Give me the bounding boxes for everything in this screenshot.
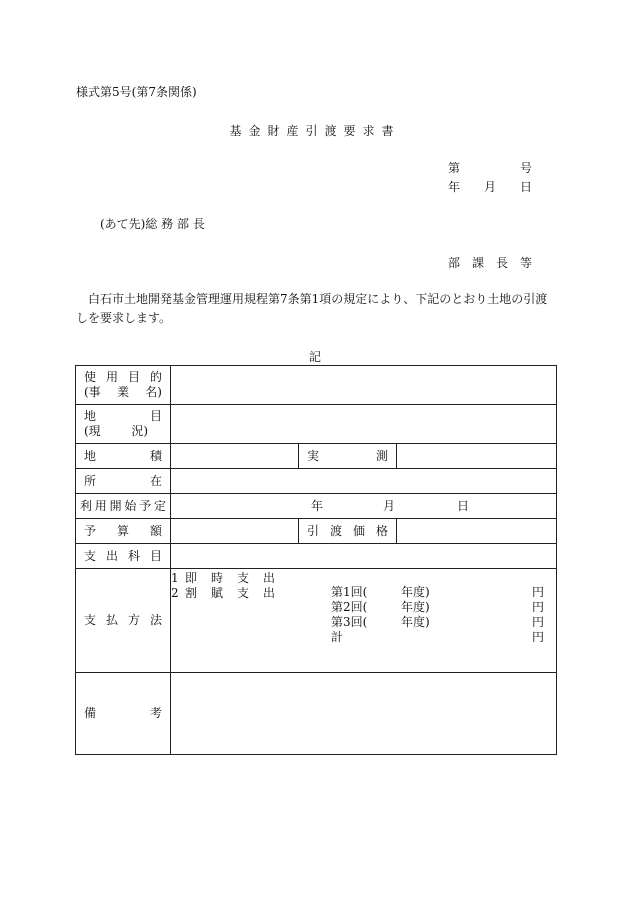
label-land-category: 地 目 (現 況) — [76, 405, 171, 444]
row-area — [76, 444, 557, 469]
label-payment-method: 支 払 方 法 — [76, 569, 171, 673]
row-budget — [76, 519, 557, 544]
installment-row: 第1回( 年度) 円 — [331, 585, 545, 599]
payment-options — [171, 569, 331, 661]
field-expense-item[interactable] — [171, 544, 557, 569]
number-suffix: 号 — [519, 161, 532, 175]
date-month: 月 — [483, 180, 496, 194]
field-measured[interactable] — [397, 444, 557, 469]
label-location: 所 在 — [76, 469, 171, 494]
start-month: 月 — [383, 498, 396, 513]
field-budget[interactable] — [171, 519, 299, 544]
label-budget: 予 算 額 — [76, 519, 171, 544]
label-measured: 実 測 — [299, 444, 397, 469]
date-line — [448, 180, 532, 194]
installment-row: 第3回( 年度) 円 — [331, 615, 545, 629]
sender-char: 部 — [448, 256, 461, 270]
number-prefix: 第 — [448, 161, 461, 175]
field-transfer-price[interactable] — [397, 519, 557, 544]
start-year: 年 — [311, 498, 324, 513]
row-payment-method — [76, 569, 557, 673]
row-expense-item — [76, 544, 557, 569]
sender — [448, 256, 532, 270]
installment-total-row: 計 円 — [331, 630, 545, 644]
row-location — [76, 469, 557, 494]
date-year: 年 — [448, 180, 461, 194]
row-remarks — [76, 673, 557, 755]
request-form-table — [75, 365, 557, 755]
row-purpose — [76, 366, 557, 405]
ki-heading: 記 — [308, 350, 321, 364]
label-start-date: 利 用 開 始 予 定 — [76, 494, 171, 519]
field-land-category[interactable] — [171, 405, 557, 444]
form-number: 様式第5号(第7条関係) — [76, 85, 197, 99]
label-transfer-price: 引 渡 価 格 — [299, 519, 397, 544]
payment-option-immediate[interactable]: 1 即 時 支 出 — [171, 571, 275, 585]
field-location[interactable] — [171, 469, 557, 494]
field-area[interactable] — [171, 444, 299, 469]
field-purpose[interactable] — [171, 366, 557, 405]
label-expense-item: 支 出 科 目 — [76, 544, 171, 569]
payment-option-installment[interactable]: 2 割 賦 支 出 — [171, 586, 275, 600]
addressee: (あて先)総 務 部 長 — [100, 217, 205, 231]
document-number-line — [448, 161, 532, 175]
sender-char: 等 — [519, 256, 532, 270]
label-remarks: 備 考 — [76, 673, 171, 755]
row-land-category — [76, 405, 557, 444]
date-day: 日 — [519, 180, 532, 194]
field-payment-method[interactable] — [171, 569, 557, 673]
body-text: 白石市土地開発基金管理運用規程第7条第1項の規定により、下記のとおり土地の引渡しを要求します。 — [76, 292, 548, 325]
field-start-date[interactable] — [171, 494, 557, 519]
sender-char: 課 — [471, 256, 484, 270]
installment-schedule — [331, 569, 556, 661]
installment-row: 第2回( 年度) 円 — [331, 600, 545, 614]
label-area: 地 積 — [76, 444, 171, 469]
document-title: 基金財産引渡要求書 — [229, 124, 401, 138]
field-remarks[interactable] — [171, 673, 557, 755]
sender-char: 長 — [495, 256, 508, 270]
row-start-date — [76, 494, 557, 519]
start-day: 日 — [457, 498, 470, 513]
label-purpose: 使 用 目 的 (事 業 名) — [76, 366, 171, 405]
